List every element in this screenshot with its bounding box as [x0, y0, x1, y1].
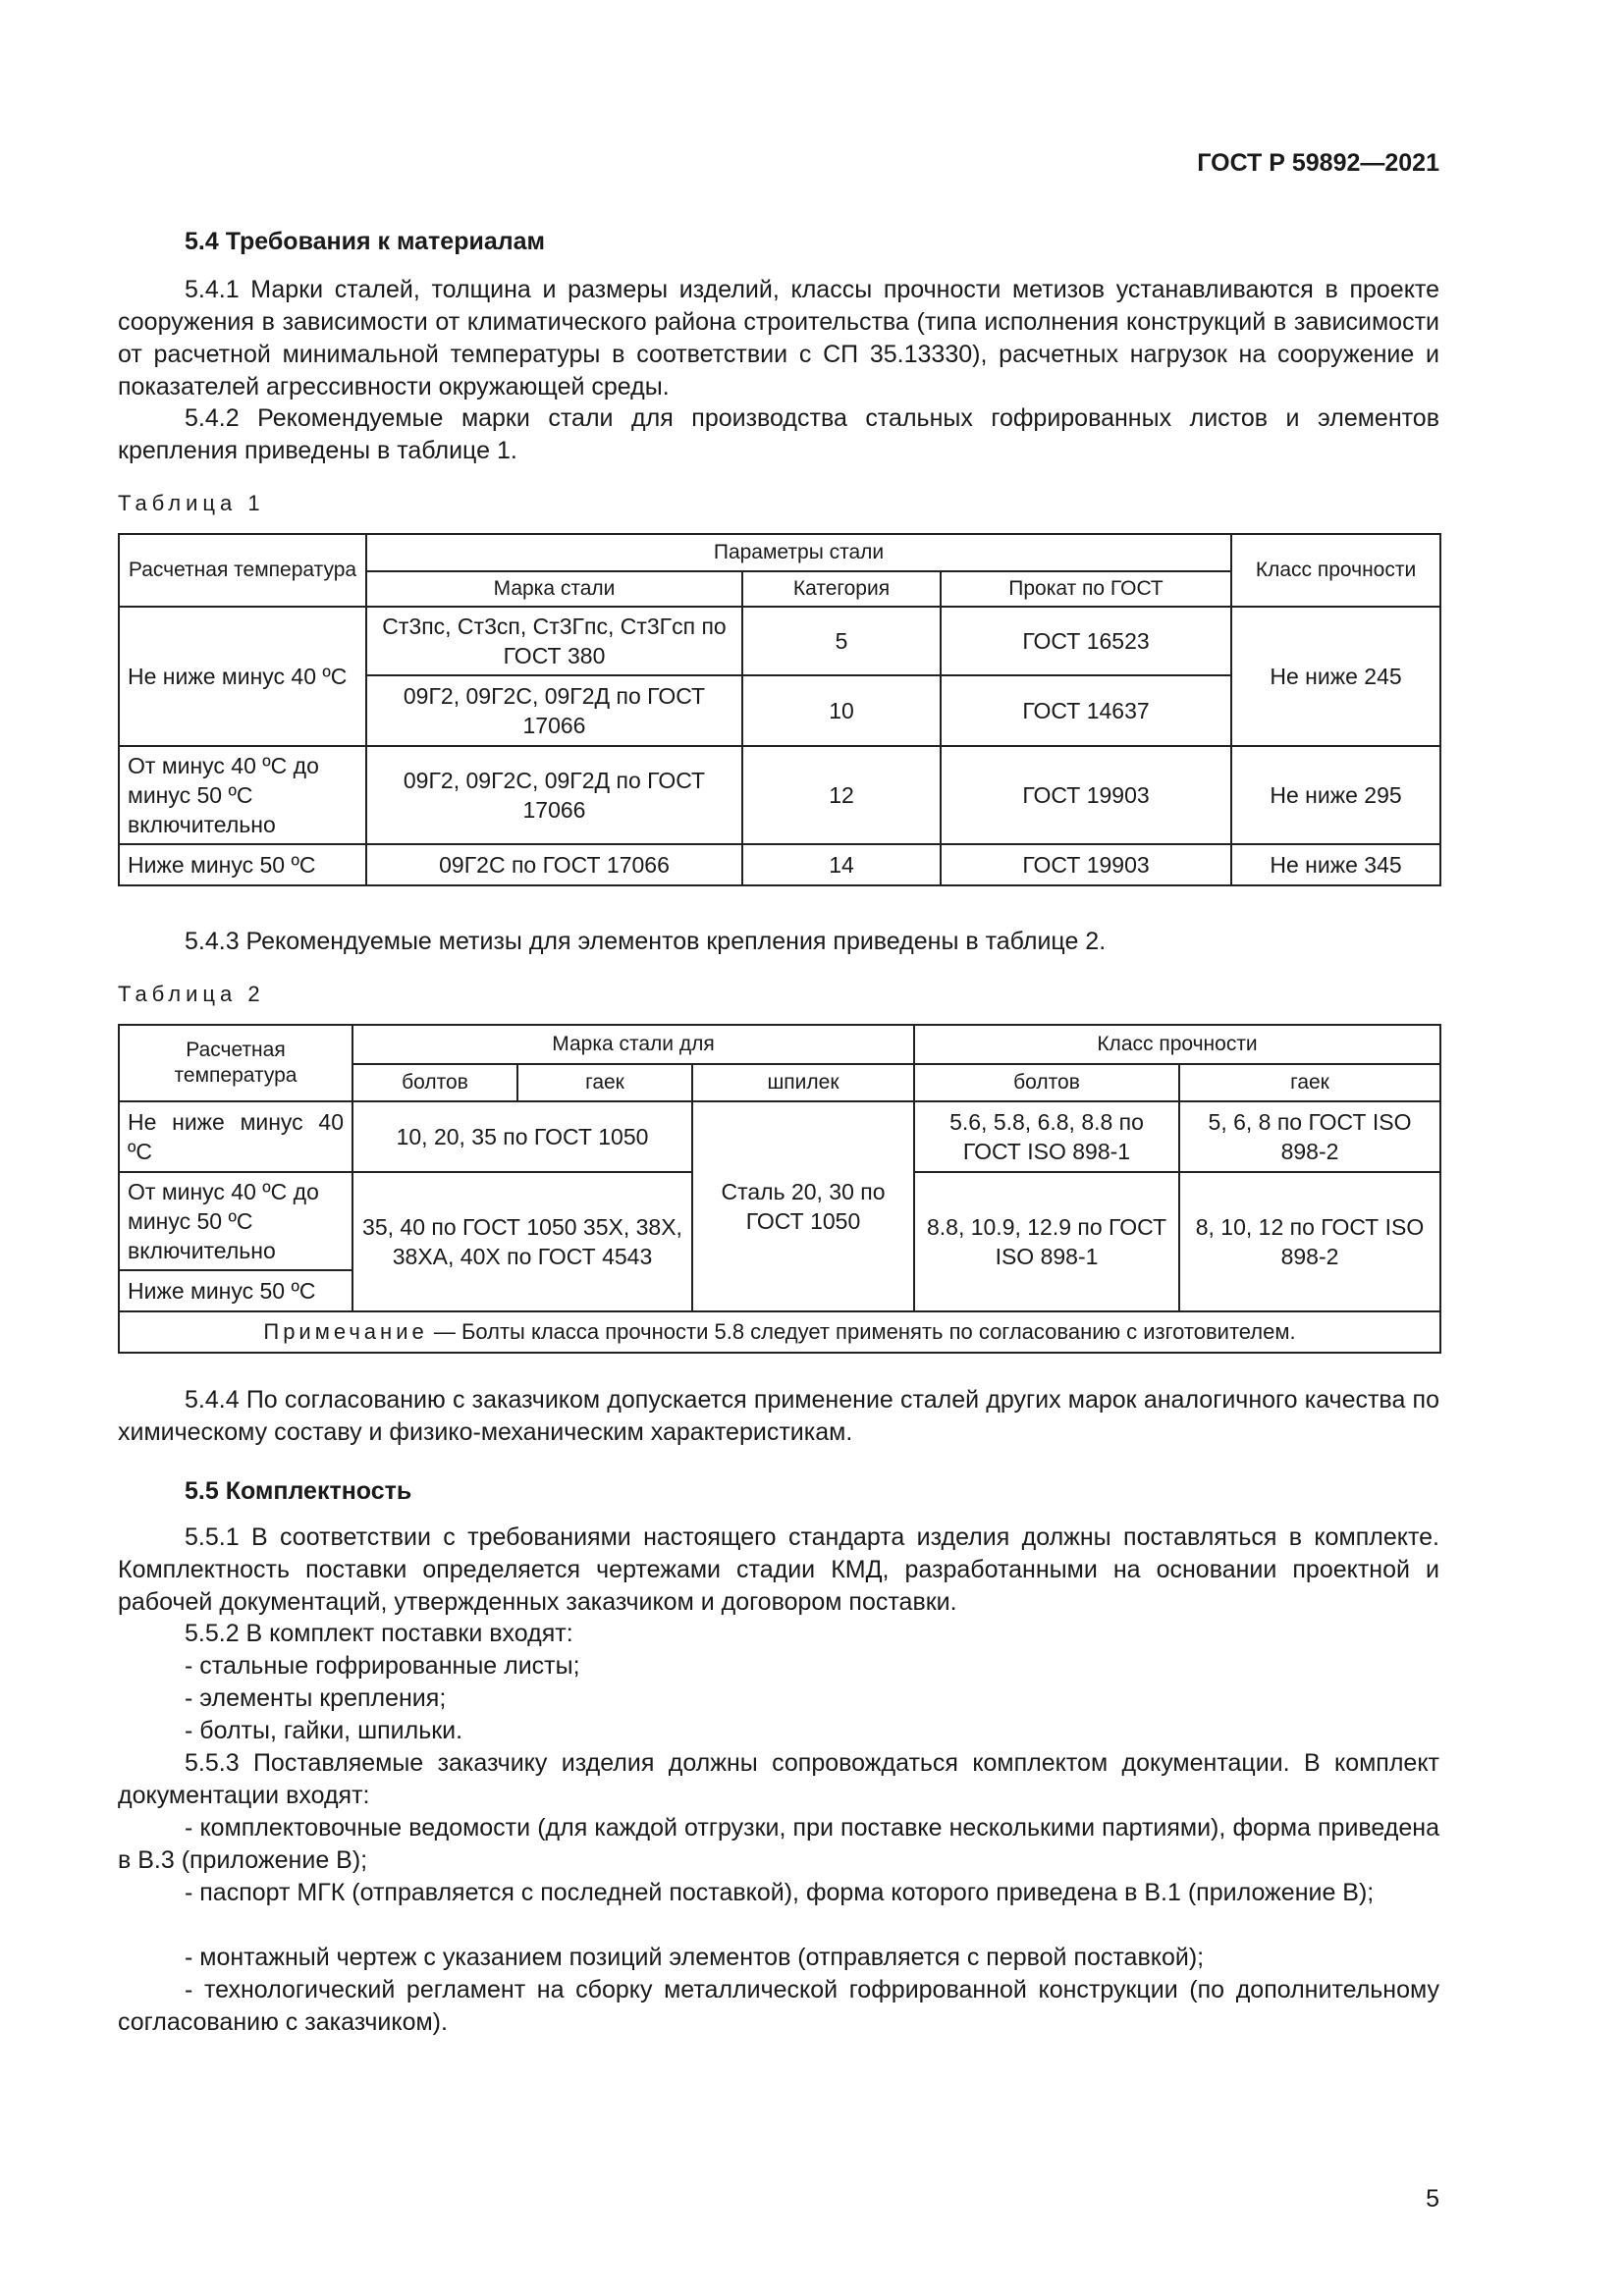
paragraph-5-4-3: 5.4.3 Рекомендуемые метизы для элементов крепления приведены в таблице 2.: [185, 928, 1107, 955]
table-row: [119, 844, 1440, 885]
t1-header-steel-grade: Марка стали: [366, 571, 742, 607]
t2-cell-temp: От минус 40 ºС до минус 50 ºС включительно: [119, 1172, 352, 1270]
table-2: [118, 1024, 1441, 1354]
t1-cell-strength: Не ниже 245: [1231, 607, 1440, 746]
t2-header-nuts: гаек: [517, 1064, 692, 1101]
t1-header-rolled-gost: Прокат по ГОСТ: [941, 571, 1231, 607]
paragraph-5-4-1: 5.4.1 Марки сталей, толщина и размеры изделий, классы прочности метизов устанавливаются в проекте сооружения в зависимости от климатического района строительства (типа исполнения конструкций в зависимости от расчетной минимальной температуры в соответствии с СП 35.13330), расчетных нагрузок на сооружение и показателей агрессивности окружающей среды.: [118, 276, 1439, 400]
t2-note: [119, 1311, 1440, 1353]
t1-cell-gost: ГОСТ 16523: [941, 607, 1231, 675]
t2-header-design-temp: Расчетная температура: [119, 1025, 352, 1101]
t1-header-design-temp: Расчетная температура: [119, 534, 366, 607]
paragraph-5-5-2: 5.5.2 В комплект поставки входят:: [185, 1620, 573, 1647]
t2-header-steel-grade-for: Марка стали для: [352, 1025, 914, 1064]
t1-cell-grade: 09Г2С по ГОСТ 17066: [366, 844, 742, 885]
list-item: - болты, гайки, шпильки.: [185, 1717, 463, 1744]
t2-note-label: Примечание: [263, 1319, 428, 1344]
list-item: - комплектовочные ведомости (для каждой отгрузки, при поставке несколькими партиями), форма приведена в В.3 (приложение В);: [118, 1814, 1439, 1874]
t2-header-bolts: болтов: [352, 1064, 517, 1101]
t2-header-class-bolts: болтов: [914, 1064, 1179, 1101]
t1-cell-gost: ГОСТ 19903: [941, 844, 1231, 885]
t1-cell-temp: Ниже минус 50 ºС: [119, 844, 366, 885]
t2-header-class-nuts: гаек: [1179, 1064, 1440, 1101]
table-row: [119, 1101, 1440, 1172]
t1-cell-gost: ГОСТ 19903: [941, 746, 1231, 844]
t1-cell-grade: 09Г2, 09Г2С, 09Г2Д по ГОСТ 17066: [366, 746, 742, 844]
list-item: - монтажный чертеж с указанием позиций элементов (отправляется с первой поставкой);: [185, 1944, 1205, 1971]
table2-caption: Таблица 2: [118, 982, 265, 1006]
paragraph-5-5-3: 5.5.3 Поставляемые заказчику изделия должны сопровождаться комплектом документации. В комплект документации входят:: [118, 1749, 1439, 1809]
t1-cell-temp: Не ниже минус 40 ºС: [119, 607, 366, 746]
t2-cell-class-nuts: 8, 10, 12 по ГОСТ ISO 898-2: [1179, 1172, 1440, 1311]
t1-cell-gost: ГОСТ 14637: [941, 675, 1231, 746]
paragraph-5-4-4: 5.4.4 По согласованию с заказчиком допускается применение сталей других марок аналогичного качества по химическому составу и физико-механическим характеристикам.: [118, 1386, 1439, 1446]
t1-cell-strength: Не ниже 295: [1231, 746, 1440, 844]
table-note-row: [119, 1311, 1440, 1353]
table1-caption: Таблица 1: [118, 491, 265, 515]
t2-cell-bolts-nuts: 10, 20, 35 по ГОСТ 1050: [352, 1101, 692, 1172]
t2-cell-class-bolts: 8.8, 10.9, 12.9 по ГОСТ ISO 898-1: [914, 1172, 1179, 1311]
t1-cell-category: 14: [742, 844, 941, 885]
t1-header-category: Категория: [742, 571, 941, 607]
t2-cell-temp: Ниже минус 50 ºС: [119, 1270, 352, 1311]
page-number: 5: [1426, 2185, 1439, 2213]
t2-header-studs: шпилек: [692, 1064, 914, 1101]
t2-header-strength-class: Класс прочности: [914, 1025, 1440, 1064]
list-item: - технологический регламент на сборку металлической гофрированной конструкции (по дополнительному согласованию с заказчиком).: [118, 1976, 1439, 2036]
t1-cell-strength: Не ниже 345: [1231, 844, 1440, 885]
list-item: - стальные гофрированные листы;: [185, 1652, 580, 1680]
table-row: [119, 746, 1440, 844]
t2-cell-bolts-nuts: 35, 40 по ГОСТ 1050 35Х, 38Х, 38ХА, 40Х по ГОСТ 4543: [352, 1172, 692, 1311]
t1-header-steel-params: Параметры стали: [366, 534, 1231, 571]
t1-cell-temp: От минус 40 ºС до минус 50 ºС включительно: [119, 746, 366, 844]
paragraph-5-4-2: 5.4.2 Рекомендуемые марки стали для производства стальных гофрированных листов и элементов крепления приведены в таблице 1.: [118, 404, 1439, 464]
table-row: [119, 607, 1440, 675]
table-1: [118, 533, 1441, 886]
list-item: - паспорт МГК (отправляется с последней поставкой), форма которого приведена в В.1 (приложение В);: [185, 1879, 1375, 1906]
t2-cell-class-nuts: 5, 6, 8 по ГОСТ ISO 898-2: [1179, 1101, 1440, 1172]
t2-cell-studs: Сталь 20, 30 по ГОСТ 1050: [692, 1101, 914, 1311]
section-5-4-title: 5.4 Требования к материалам: [185, 228, 546, 255]
t2-cell-temp: Не ниже минус 40 ºС: [119, 1101, 352, 1172]
t1-cell-grade: Ст3пс, Ст3сп, Ст3Гпс, Ст3Гсп по ГОСТ 380: [366, 607, 742, 675]
paragraph-5-5-1: 5.5.1 В соответствии с требованиями настоящего стандарта изделия должны поставляться в комплекте. Комплектность поставки определяется чертежами стадии КМД, разработанными на основании проектной и рабочей документаций, утвержденных заказчиком и договором поставки.: [118, 1523, 1439, 1616]
t1-cell-grade: 09Г2, 09Г2С, 09Г2Д по ГОСТ 17066: [366, 675, 742, 746]
t1-header-strength-class: Класс прочности: [1231, 534, 1440, 607]
section-5-5-title: 5.5 Комплектность: [185, 1477, 412, 1505]
t2-note-text: — Болты класса прочности 5.8 следует применять по согласованию с изготовителем.: [427, 1319, 1296, 1344]
t1-cell-category: 12: [742, 746, 941, 844]
list-item: - элементы крепления;: [185, 1684, 447, 1712]
t2-cell-class-bolts: 5.6, 5.8, 6.8, 8.8 по ГОСТ ISO 898-1: [914, 1101, 1179, 1172]
t1-cell-category: 5: [742, 607, 941, 675]
standard-code: ГОСТ Р 59892—2021: [1197, 149, 1439, 177]
t1-cell-category: 10: [742, 675, 941, 746]
